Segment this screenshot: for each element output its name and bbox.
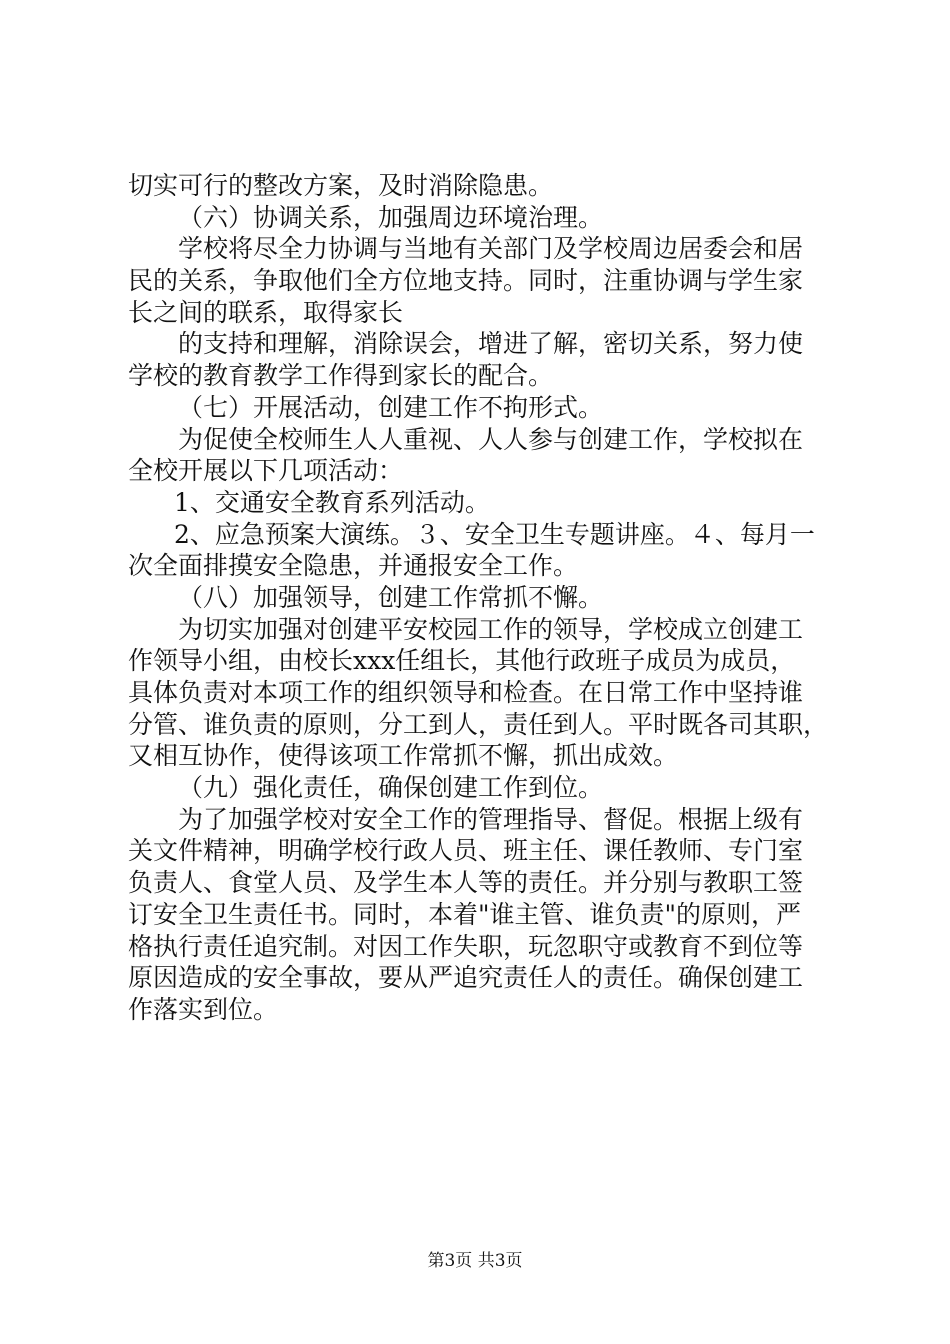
document-body (128, 170, 848, 1026)
text-line: 作落实到位。 (128, 994, 279, 1024)
text-line: 全校开展以下几项活动： (128, 456, 404, 486)
text-line: 为促使全校师生人人重视、人人参与创建工作，学校拟在 (178, 424, 804, 454)
text-line: 为了加强学校对安全工作的管理指导、督促。根据上级有 (178, 804, 804, 834)
text-line: 订安全卫生责任书。同时，本着"谁主管、谁负责"的原则，严 (128, 899, 802, 929)
text-line: 作领导小组，由校长xxx任组长，其他行政班子成员为成员， (128, 646, 796, 676)
list-item: 2、应急预案大演练。３、安全卫生专题讲座。４、每月一 (174, 519, 815, 549)
page-number-footer: 第3页 共3页 (427, 1251, 523, 1271)
section-heading-9: （九）强化责任，确保创建工作到位。 (178, 773, 604, 803)
section-heading-6: （六）协调关系，加强周边环境治理。 (178, 202, 604, 232)
section-heading-7: （七）开展活动，创建工作不拘形式。 (178, 392, 604, 422)
text-line: 学校将尽全力协调与当地有关部门及学校周边居委会和居 (178, 234, 804, 264)
text-line: 具体负责对本项工作的组织领导和检查。在日常工作中坚持谁 (128, 678, 804, 707)
text-line: 又相互协作，使得该项工作常抓不懈，抓出成效。 (128, 741, 679, 771)
text-line: 切实可行的整改方案，及时消除隐患。 (128, 171, 554, 200)
text-line: 长之间的联系，取得家长 (128, 297, 404, 327)
text-line: 学校的教育教学工作得到家长的配合。 (128, 361, 554, 391)
text-line: 分管、谁负责的原则，分工到人，责任到人。平时既各司其职， (128, 709, 829, 739)
text-line: 为切实加强对创建平安校园工作的领导，学校成立创建工 (178, 614, 804, 644)
text-line: 关文件精神，明确学校行政人员、班主任、课任教师、专门室 (128, 836, 804, 866)
text-line: 的支持和理解，消除误会，增进了解，密切关系，努力使 (178, 329, 804, 359)
text-line: 原因造成的安全事故，要从严追究责任人的责任。确保创建工 (128, 963, 804, 993)
text-line: 格执行责任追究制。对因工作失职，玩忽职守或教育不到位等 (128, 931, 804, 961)
text-line: 负责人、食堂人员、及学生本人等的责任。并分别与教职工签 (128, 868, 804, 898)
list-item: 1、交通安全教育系列活动。 (174, 487, 490, 517)
text-line: 民的关系，争取他们全方位地支持。同时，注重协调与学生家 (128, 266, 804, 296)
section-heading-8: （八）加强领导，创建工作常抓不懈。 (178, 582, 604, 612)
text-line: 次全面排摸安全隐患，并通报安全工作。 (128, 551, 579, 581)
